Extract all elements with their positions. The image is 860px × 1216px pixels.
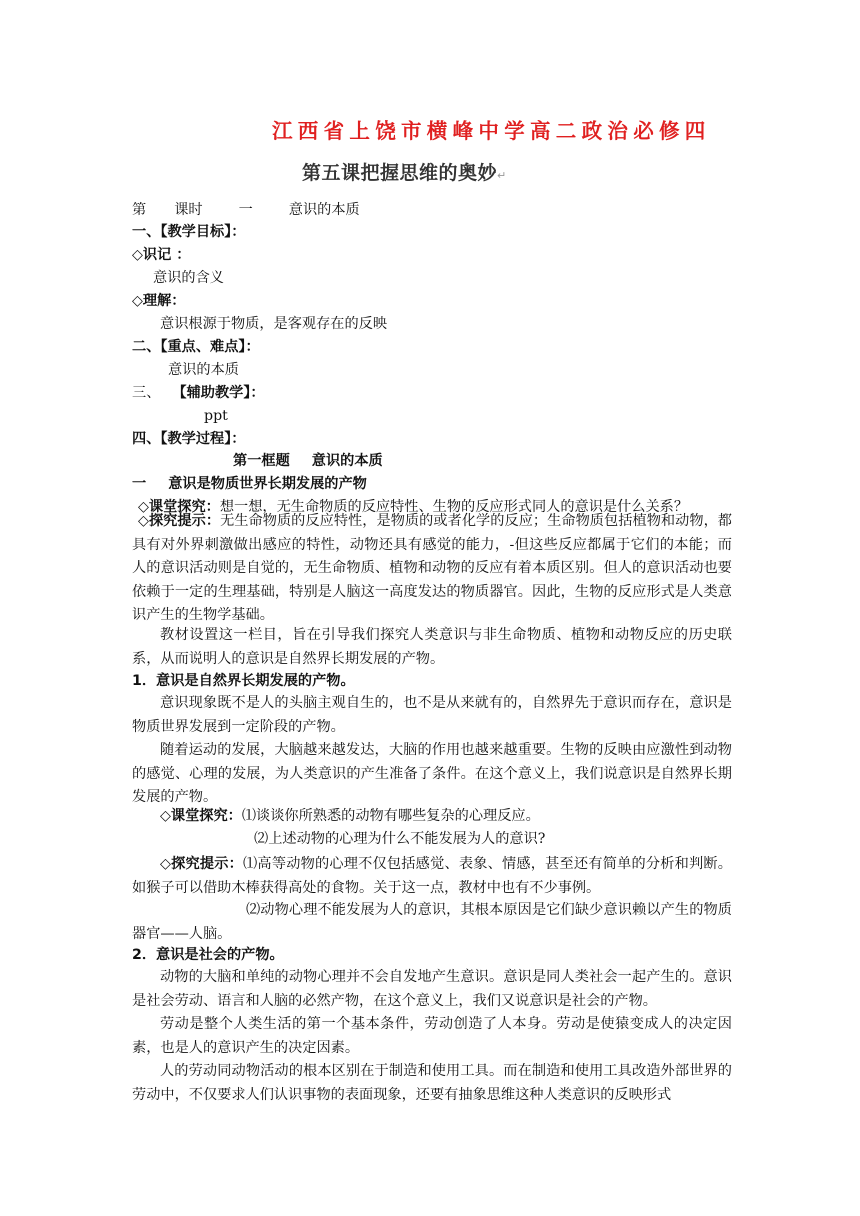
- goal-understand-label: ◇理解：: [132, 293, 186, 309]
- question-2: ⑵上述动物的心理为什么不能发展为人的意识?: [254, 831, 546, 847]
- frame-number: 第一框题: [233, 453, 290, 469]
- frame-topic: 意识的本质: [311, 453, 383, 469]
- explore-hint-paragraph: [132, 510, 732, 628]
- question-1: ⑴谈谈你所熟悉的动物有哪些复杂的心理反应。: [241, 808, 540, 824]
- part1-title: 意识是物质世界长期发展的产物: [168, 476, 367, 492]
- paragraph: 劳动是整个人类生活的第一个基本条件，劳动创造了人本身。劳动是使猿变成人的决定因素，也是人的意识产生的决定因素。: [132, 1016, 732, 1056]
- goal-memorize-text: 意识的含义: [153, 270, 224, 286]
- point2-heading: 2．意识是社会的产物。: [132, 947, 284, 963]
- explore-hint-paragraph: [132, 853, 732, 900]
- section-number: 三、: [132, 385, 161, 401]
- document-title: 江西省上饶市横峰中学高二政治必修四: [272, 119, 711, 143]
- paragraph: 随着运动的发展，大脑越来越发达，大脑的作用也越来越重要。生物的反映由应激性到动物的感觉、心理的发展，为人类意识的产生准备了条件。在这个意义上，我们说意识是自然界长期发展的产物。: [132, 742, 732, 805]
- goal-understand-text: 意识根源于物质，是客观存在的反映: [160, 316, 388, 332]
- aids-text: ppt: [204, 408, 228, 424]
- paragraph: 教材设置这一栏目，旨在引导我们探究人类意识与非生命物质、植物和动物反应的历史联系，从而说明人的意识是自然界长期发展的产物。: [132, 627, 732, 667]
- section-heading-text: 【辅助教学】：: [172, 385, 265, 401]
- lesson-line: [132, 200, 360, 220]
- hint-label: ◇探究提示：: [138, 513, 221, 529]
- lesson-number: 一: [238, 202, 253, 218]
- paragraph-mark-icon: ↵: [497, 169, 507, 182]
- part1-number: 一: [132, 476, 147, 492]
- part1-heading: [132, 474, 367, 494]
- lesson-period: 课时: [174, 202, 203, 218]
- explore-question: [160, 806, 540, 826]
- lesson-prefix: 第: [132, 202, 147, 218]
- frame-title: [233, 451, 383, 471]
- goal-memorize-label: ◇识记 ：: [132, 247, 191, 263]
- answer-1: ⑴高等动物的心理不仅包括感觉、表象、情感，甚至还有简单的分析和判断。如猴子可以借助木棒获得高处的食物。关于这一点，教材中也有不少事例。: [132, 856, 732, 896]
- paragraph: 意识现象既不是人的头脑主观自生的，也不是从来就有的，自然界先于意识而存在，意识是物质世界发展到一定阶段的产物。: [132, 695, 732, 735]
- section-heading-goals: 一、【教学目标】：: [132, 224, 246, 240]
- point1-heading: 1．意识是自然界长期发展的产物。: [132, 673, 355, 689]
- paragraph: 动物的大脑和单纯的动物心理并不会自发地产生意识。意识是同人类社会一起产生的。意识是社会劳动、语言和人脑的必然产物，在这个意义上，我们又说意识是社会的产物。: [132, 969, 732, 1009]
- hint-label: ◇探究提示：: [160, 856, 244, 872]
- lesson-topic: 意识的本质: [288, 202, 360, 218]
- explore-label: ◇课堂探究：: [138, 499, 220, 515]
- hint-text: 无生命物质的反应特性，是物质的或者化学的反应；生命物质包括植物和动物，都具有对外界刺激做出感应的特性，动物还具有感觉的能力，-但这些反应都属于它们的本能；而人的意识活动则是自觉的，无生命物质、植物和动物的反应有着本质区别。但人的意识活动也要依赖于一定的生理基础，特别是人脑这一高度发达的物质器官。因此，生物的反应形式是人类意识产生的生物学基础。: [132, 513, 732, 623]
- answer-2: ⑵动物心理不能发展为人的意识，其根本原因是它们缺少意识赖以产生的物质器官——人脑。: [132, 902, 732, 942]
- paragraph: 人的劳动同动物活动的根本区别在于制造和使用工具。而在制造和使用工具改造外部世界的劳动中，不仅要求人们认识事物的表面现象，还要有抽象思维这种人类意识的反映形式: [132, 1063, 732, 1103]
- lesson-title-text: 第五课把握思维的奥妙: [302, 162, 498, 184]
- key-points-text: 意识的本质: [168, 362, 239, 378]
- section-heading-key-points: 二、【重点、难点】：: [132, 339, 260, 355]
- explore-text: 想一想，无生命物质的反应特性、生物的反应形式同人的意识是什么关系？: [219, 499, 689, 515]
- lesson-title: [302, 158, 522, 185]
- section-heading-process: 四、【教学过程】：: [132, 431, 246, 447]
- section-heading-aids: [132, 383, 265, 403]
- explore-label: ◇课堂探究：: [160, 808, 242, 824]
